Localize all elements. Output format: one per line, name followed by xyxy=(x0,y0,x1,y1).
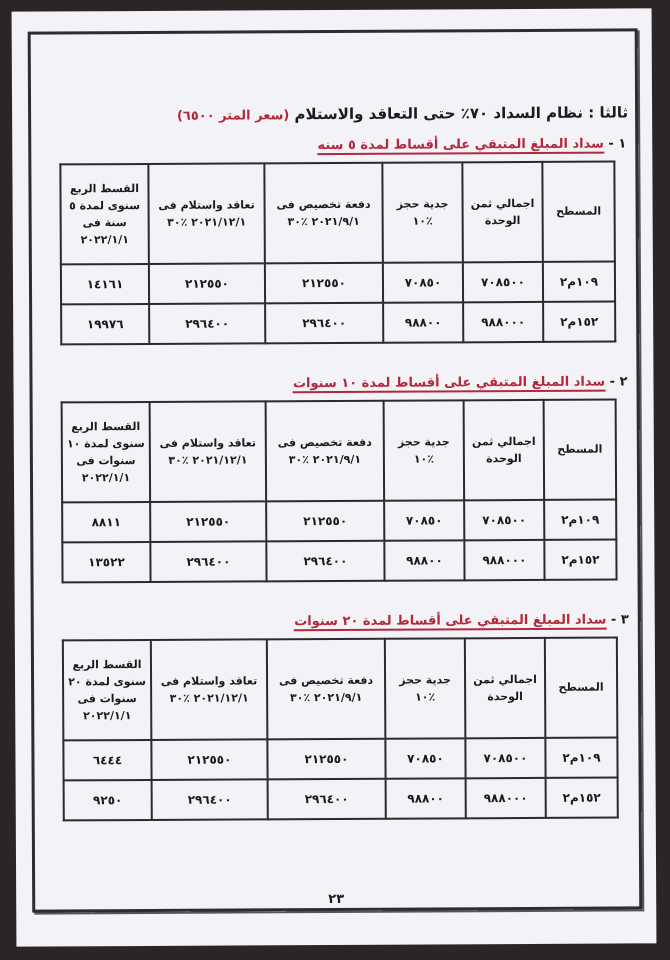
cell-area: ١٥٢م٢ xyxy=(543,302,615,342)
table-row xyxy=(62,500,616,543)
subheading-number: ٣ - xyxy=(610,612,629,628)
cell-total: ٧٠٨٥٠٠ xyxy=(464,500,544,540)
col-booking: جدية حجز ٪١٠ xyxy=(385,638,466,738)
table-header-row xyxy=(60,162,615,265)
col-quarterly: القسط الربع سنوى لمدة ٥ سنة فى ٢٠٢٢/١/١ xyxy=(60,164,149,264)
col-contract: تعاقد واستلام فى ٢٠٢١/١٢/١ ٪٣٠ xyxy=(148,163,265,264)
subheading-1 xyxy=(317,136,626,153)
cell-area: ١٠٩م٢ xyxy=(543,262,615,302)
cell-contract: ٢٩٦٤٠٠ xyxy=(150,541,266,582)
col-contract: تعاقد واستلام فى ٢٠٢١/١٢/١ ٪٣٠ xyxy=(150,401,267,502)
subheading-title: سداد المبلغ المتبقي على أقساط لمدة ١٠ سنوات xyxy=(292,374,606,392)
payment-table-20-years xyxy=(62,637,619,822)
cell-booking: ٧٠٨٥٠ xyxy=(385,738,465,778)
cell-contract: ٢١٢٥٥٠ xyxy=(151,739,267,780)
cell-area: ١٥٢م٢ xyxy=(546,778,618,818)
cell-quarterly: ١٩٩٧٦ xyxy=(61,304,149,344)
table-row xyxy=(61,302,615,345)
table-header-row xyxy=(63,638,618,741)
col-booking: جدية حجز ٪١٠ xyxy=(382,162,463,262)
cell-allocation: ٢٩٦٤٠٠ xyxy=(268,779,386,820)
col-total: اجمالي ثمن الوحدة xyxy=(465,638,546,738)
col-allocation: دفعة تخصيص فى ٢٠٢١/٩/١ ٪٣٠ xyxy=(266,401,385,502)
cell-allocation: ٢١٢٥٥٠ xyxy=(265,263,383,304)
document-page xyxy=(12,8,657,946)
cell-allocation: ٢٩٦٤٠٠ xyxy=(265,303,383,344)
cell-allocation: ٢٩٦٤٠٠ xyxy=(266,541,384,582)
cell-quarterly: ١٣٥٢٢ xyxy=(62,542,150,582)
cell-allocation: ٢١٢٥٥٠ xyxy=(267,739,385,780)
cell-booking: ٩٨٨٠٠ xyxy=(383,302,463,342)
col-quarterly: القسط الربع سنوى لمدة ١٠ سنوات فى ٢٠٢٢/١/١ xyxy=(62,402,151,502)
cell-total: ٩٨٨٠٠٠ xyxy=(464,540,544,580)
page-number: ٢٣ xyxy=(328,891,345,908)
col-area: المسطح xyxy=(545,638,618,738)
cell-booking: ٩٨٨٠٠ xyxy=(384,540,464,580)
cell-total: ٩٨٨٠٠٠ xyxy=(466,778,546,818)
heading-main: ثالثا : نظام السداد ٧٠٪ حتى التعاقد والاستلام xyxy=(294,103,629,124)
col-allocation: دفعة تخصيص فى ٢٠٢١/٩/١ ٪٣٠ xyxy=(264,163,383,264)
cell-contract: ٢٩٦٤٠٠ xyxy=(149,303,265,344)
payment-table-10-years xyxy=(61,399,618,584)
cell-booking: ٩٨٨٠٠ xyxy=(386,778,466,818)
cell-quarterly: ١٤١٦١ xyxy=(61,264,149,304)
section-heading xyxy=(177,103,628,123)
cell-contract: ٢٩٦٤٠٠ xyxy=(152,779,268,820)
col-total: اجمالي ثمن الوحدة xyxy=(464,400,545,500)
subheading-2 xyxy=(293,374,628,391)
table-row xyxy=(62,540,616,583)
subheading-number: ١ - xyxy=(608,136,627,152)
subheading-title: سداد المبلغ المتبقي على أقساط لمدة ٥ سنه xyxy=(317,136,604,154)
col-allocation: دفعة تخصيص فى ٢٠٢١/٩/١ ٪٣٠ xyxy=(267,639,386,740)
col-booking: جدية حجز ٪١٠ xyxy=(384,400,465,500)
subheading-3 xyxy=(294,612,629,629)
table-row xyxy=(63,738,617,781)
cell-allocation: ٢١٢٥٥٠ xyxy=(266,501,384,542)
col-quarterly: القسط الربع سنوى لمدة ٢٠ سنوات فى ٢٠٢٢/١/١ xyxy=(63,640,152,740)
cell-contract: ٢١٢٥٥٠ xyxy=(150,501,266,542)
cell-booking: ٧٠٨٥٠ xyxy=(384,500,464,540)
cell-quarterly: ٨٨١١ xyxy=(62,502,150,542)
cell-quarterly: ٦٤٤٤ xyxy=(63,740,151,780)
payment-table-5-years xyxy=(59,161,616,346)
cell-area: ١٠٩م٢ xyxy=(544,500,616,540)
cell-area: ١٠٩م٢ xyxy=(545,738,617,778)
cell-contract: ٢١٢٥٥٠ xyxy=(149,263,265,304)
cell-booking: ٧٠٨٥٠ xyxy=(383,262,463,302)
table-header-row xyxy=(62,400,617,503)
cell-area: ١٥٢م٢ xyxy=(544,540,616,580)
price-note: (سعر المتر ٦٥٠٠) xyxy=(176,108,290,124)
cell-total: ٧٠٨٥٠٠ xyxy=(465,738,545,778)
cell-total: ٩٨٨٠٠٠ xyxy=(463,302,543,342)
subheading-title: سداد المبلغ المتبقي على أقساط لمدة ٢٠ سنوات xyxy=(294,612,607,630)
col-contract: تعاقد واستلام فى ٢٠٢١/١٢/١ ٪٣٠ xyxy=(151,639,268,740)
table-row xyxy=(64,778,618,821)
col-area: المسطح xyxy=(542,162,615,262)
col-area: المسطح xyxy=(544,400,617,500)
table-row xyxy=(61,262,615,305)
subheading-number: ٢ - xyxy=(609,374,628,390)
col-total: اجمالي ثمن الوحدة xyxy=(462,162,543,262)
cell-quarterly: ٩٢٥٠ xyxy=(64,780,152,820)
cell-total: ٧٠٨٥٠٠ xyxy=(463,262,543,302)
